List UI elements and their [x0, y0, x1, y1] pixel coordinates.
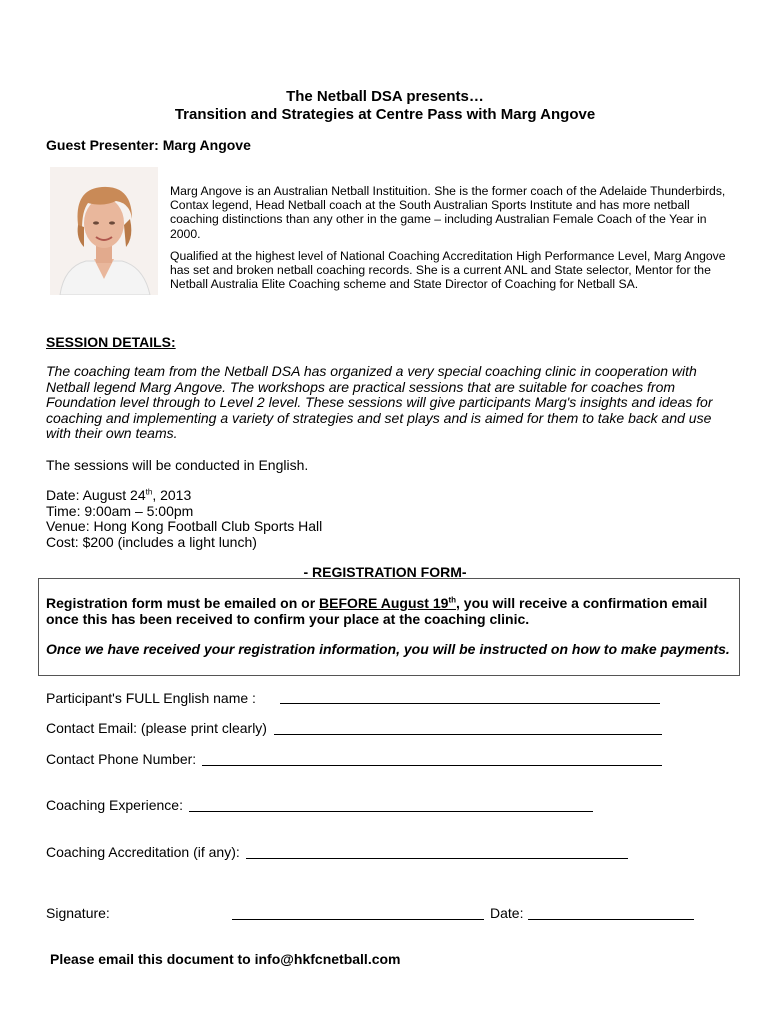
- presenter-bio-1: Marg Angove is an Australian Netball Instituition. She is the former coach of the Adelaide Thunderbirds, Contax legend, Head Netball coach at the South Australian Sports Institute and has more netball coaching distinctions than any other in the game – including Australian Female Coach of the Year in 2000.: [170, 184, 726, 241]
- session-date-year: , 2013: [152, 487, 192, 503]
- document-title-line1: The Netball DSA presents…: [286, 88, 484, 105]
- registration-deadline: [319, 595, 456, 611]
- presenter-bio-2: Qualified at the highest level of National Coaching Accreditation High Performance Level, Marg Angove has set and broken netball coaching records. She is a current ANL and State selector, Mentor for the Netball Australia Elite Coaching scheme and State Director of Coaching for Netball SA.: [170, 249, 726, 292]
- date-label: Date:: [490, 905, 524, 921]
- registration-notice-suffix: , you will receive a confirmation email once this has been received to confirm your place at the coaching clinic.: [46, 595, 708, 627]
- session-description: The coaching team from the Netball DSA has organized a very special coaching clinic in cooperation with Netball legend Marg Angove. The workshops are practical sessions that are suitable for coaches from Foundation level through to Level 2 level. These sessions will give participants Marg's insights and ideas for coaching and implementing a variety of strategies and set plays and is aimed for them to take back and use with their own teams.: [46, 363, 713, 442]
- payment-note: Once we have received your registration information, you will be instructed on how to make payments.: [46, 641, 730, 657]
- participant-name-field[interactable]: [280, 703, 660, 704]
- coaching-experience-field[interactable]: [189, 811, 593, 812]
- contact-email-field[interactable]: [274, 734, 662, 735]
- guest-presenter-label: Guest Presenter: Marg Angove: [46, 137, 251, 153]
- session-date: [46, 487, 191, 503]
- session-details-heading: SESSION DETAILS:: [46, 334, 176, 350]
- presenter-photo: [50, 167, 158, 295]
- signature-field[interactable]: [232, 919, 484, 920]
- registration-notice-prefix: Registration form must be emailed on or: [46, 595, 320, 611]
- registration-notice: [46, 595, 736, 627]
- coaching-accreditation-label: Coaching Accreditation (if any):: [46, 844, 240, 860]
- contact-phone-label: Contact Phone Number:: [46, 751, 197, 767]
- contact-phone-field[interactable]: [202, 765, 662, 766]
- contact-email-label: Contact Email: (please print clearly): [46, 720, 267, 736]
- session-time: Time: 9:00am – 5:00pm: [46, 503, 194, 519]
- document-title-line2: Transition and Strategies at Centre Pass with Marg Angove: [174, 106, 596, 123]
- session-language: The sessions will be conducted in English.: [46, 457, 309, 473]
- coaching-experience-label: Coaching Experience:: [46, 797, 183, 813]
- session-date-suffix-sup: th: [145, 487, 153, 497]
- registration-deadline-sup: th: [448, 595, 456, 605]
- participant-name-label: Participant's FULL English name :: [46, 690, 256, 706]
- registration-form-heading: - REGISTRATION FORM-: [303, 564, 467, 580]
- presenter-portrait-illustration: [50, 167, 158, 295]
- registration-deadline-text: BEFORE August 19: [319, 595, 449, 611]
- session-cost: Cost: $200 (includes a light lunch): [46, 534, 257, 550]
- session-venue: Venue: Hong Kong Football Club Sports Hall: [46, 518, 323, 534]
- coaching-accreditation-field[interactable]: [246, 858, 628, 859]
- signature-label: Signature:: [46, 905, 110, 921]
- footer-email-instruction: Please email this document to info@hkfcnetball.com: [50, 951, 401, 967]
- session-date-prefix: Date: August 24: [46, 487, 146, 503]
- date-field[interactable]: [528, 919, 694, 920]
- registration-notice-box: [38, 578, 740, 676]
